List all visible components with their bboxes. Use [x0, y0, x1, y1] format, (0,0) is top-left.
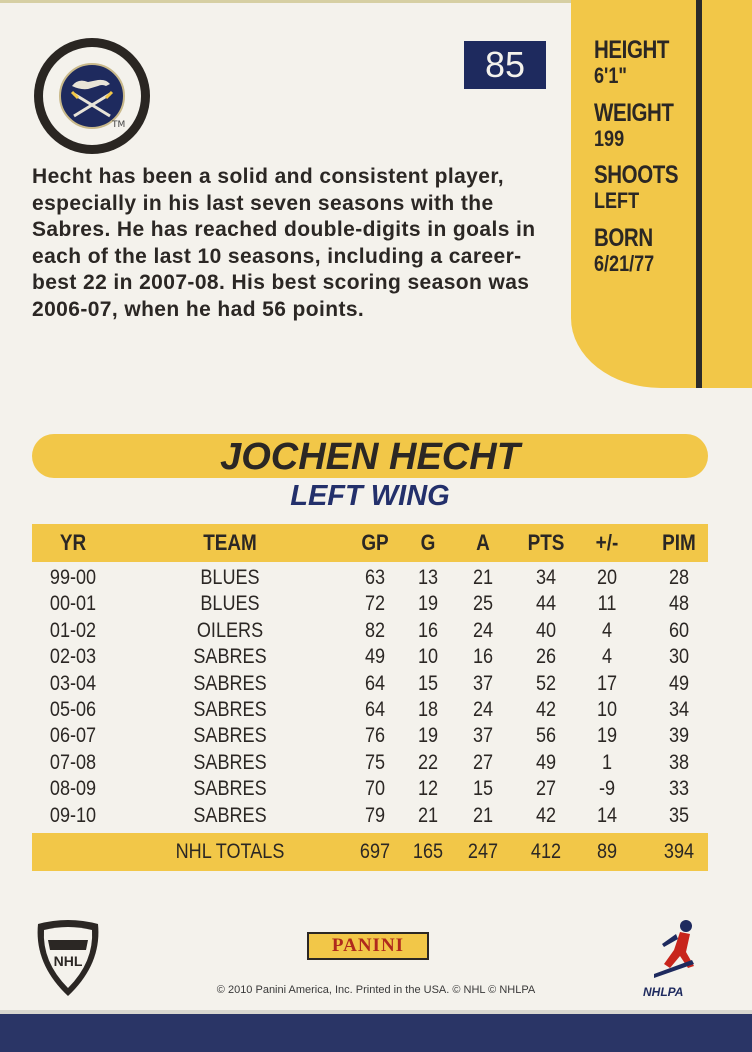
stats-cell: 42 — [535, 803, 557, 827]
stats-cell: 60 — [668, 618, 690, 642]
stats-totals-label: NHL TOTALS — [175, 840, 285, 863]
player-name: JOCHEN HECHT — [220, 436, 520, 478]
stats-cell: 19 — [596, 724, 618, 748]
stats-column-header: YR — [59, 530, 87, 555]
stats-cell: 35 — [668, 803, 690, 827]
nhlpa-player-icon — [640, 918, 710, 986]
stats-cell: 19 — [417, 592, 439, 616]
stats-cell: 44 — [535, 592, 557, 616]
stats-cell: 01-02 — [49, 618, 97, 642]
stats-cell: 05-06 — [49, 698, 97, 721]
stats-cell: 16 — [417, 618, 439, 642]
stats-cell: 02-03 — [49, 645, 97, 669]
stats-cell: 1 — [601, 750, 613, 774]
stats-cell: SABRES — [193, 803, 267, 827]
stats-cell: 20 — [596, 566, 618, 589]
stats-cell: 09-10 — [49, 803, 97, 827]
stats-cell: 40 — [535, 618, 557, 642]
stats-cell: 19 — [417, 724, 439, 748]
stats-cell: 10 — [596, 698, 618, 721]
stats-totals-cell: 412 — [530, 840, 562, 863]
stats-cell: 14 — [596, 803, 618, 827]
stats-cell: 17 — [596, 671, 618, 695]
stats-cell: 99-00 — [49, 566, 97, 589]
stats-cell: BLUES — [200, 566, 260, 589]
stats-cell: 22 — [417, 750, 439, 774]
vital-label: WEIGHT — [594, 99, 674, 127]
vital-label: HEIGHT — [594, 36, 669, 64]
stats-cell: 82 — [364, 618, 386, 642]
stats-cell: 37 — [472, 724, 494, 748]
stats-cell: 07-08 — [49, 750, 97, 774]
stats-cell: 21 — [417, 803, 439, 827]
nhlpa-label: NHLPA — [643, 985, 684, 999]
stats-cell: 64 — [364, 671, 386, 695]
stats-column-header: A — [476, 530, 490, 555]
stats-cell: 00-01 — [49, 592, 97, 616]
bottom-border — [0, 1014, 752, 1052]
stats-cell: 37 — [472, 671, 494, 695]
stats-totals-cell: 165 — [412, 840, 444, 863]
stats-cell: 72 — [364, 592, 386, 616]
stats-cell: 08-09 — [49, 777, 97, 801]
stats-cell: 12 — [417, 777, 439, 801]
stats-cell: 63 — [364, 566, 386, 589]
stats-cell: 25 — [472, 592, 494, 616]
stats-cell: 27 — [535, 777, 557, 801]
stats-cell: 4 — [601, 645, 613, 669]
stats-cell: SABRES — [193, 671, 267, 695]
vital-height — [594, 38, 669, 87]
stats-cell: 49 — [668, 671, 690, 695]
stats-cell: SABRES — [193, 645, 267, 669]
stats-cell: 21 — [472, 566, 494, 589]
stats-totals-cell: 697 — [359, 840, 391, 863]
svg-text:NHL: NHL — [53, 953, 83, 969]
stats-cell: 24 — [472, 618, 494, 642]
stats-totals-cell: 247 — [467, 840, 499, 863]
stats-cell: 42 — [535, 698, 557, 721]
stats-cell: SABRES — [193, 750, 267, 774]
stats-column-header: G — [420, 530, 436, 555]
vital-label: SHOOTS — [594, 161, 679, 189]
trademark-mark: TM — [112, 120, 126, 130]
stats-column-header: PTS — [527, 530, 565, 555]
stats-cell: OILERS — [196, 618, 264, 642]
stats-column-header: +/- — [595, 530, 619, 555]
stats-cell: 79 — [364, 803, 386, 827]
vital-value: 199 — [594, 126, 625, 151]
stats-column-header: PIM — [662, 530, 696, 555]
stats-cell: 48 — [668, 592, 690, 616]
stats-cell: 06-07 — [49, 724, 97, 748]
stats-cell: 24 — [472, 698, 494, 721]
stats-cell: 21 — [472, 803, 494, 827]
stats-column-header: TEAM — [203, 530, 257, 555]
stats-cell: SABRES — [193, 698, 267, 721]
stats-cell: 30 — [668, 645, 690, 669]
stats-cell: 15 — [472, 777, 494, 801]
copyright-line: © 2010 Panini America, Inc. Printed in the USA. © NHL © NHLPA — [216, 984, 536, 996]
stats-cell: 16 — [472, 645, 494, 669]
stats-cell: 28 — [668, 566, 690, 589]
stats-cell: 49 — [364, 645, 386, 669]
stats-cell: 39 — [668, 724, 690, 748]
stats-cell: 70 — [364, 777, 386, 801]
stats-column-header: GP — [361, 530, 389, 555]
stats-cell: 49 — [535, 750, 557, 774]
stats-cell: 15 — [417, 671, 439, 695]
vital-born — [594, 226, 654, 275]
stats-cell: 38 — [668, 750, 690, 774]
stats-cell: 26 — [535, 645, 557, 669]
player-bio: Hecht has been a solid and consistent player, especially in his last seven seasons with the Sabres. He has reached double-digits in goals in each of the last 10 seasons, including a career-best 22 in 2007-08. His best scoring season was 2006-07, when he had 56 points. — [32, 165, 536, 321]
stats-cell: BLUES — [200, 592, 260, 616]
card-number: 85 — [464, 41, 546, 89]
vital-shoots — [594, 163, 678, 212]
stats-cell: 11 — [597, 592, 617, 616]
vital-value: LEFT — [594, 188, 640, 213]
vitals-edge — [702, 0, 752, 388]
stats-cell: 52 — [535, 671, 557, 695]
stats-cell: 76 — [364, 724, 386, 748]
stats-totals-cell: 89 — [596, 840, 618, 863]
stats-cell: 64 — [364, 698, 386, 721]
vital-value: 6'1" — [594, 63, 627, 88]
vital-weight — [594, 101, 674, 150]
stats-cell: 75 — [364, 750, 386, 774]
stats-cell: SABRES — [193, 777, 267, 801]
stats-cell: 34 — [668, 698, 690, 721]
stats-cell: SABRES — [193, 724, 267, 748]
stats-cell: -9 — [598, 777, 616, 801]
stats-cell: 10 — [417, 645, 439, 669]
stats-totals-cell: 394 — [663, 840, 695, 863]
stats-cell: 18 — [417, 698, 439, 721]
stats-cell: 13 — [417, 566, 439, 589]
stats-cell: 34 — [535, 566, 557, 589]
stats-cell: 27 — [472, 750, 494, 774]
player-position: LEFT WING — [290, 480, 450, 512]
stats-cell: 4 — [601, 618, 613, 642]
stats-cell: 03-04 — [49, 671, 97, 695]
stats-cell: 33 — [668, 777, 690, 801]
panini-logo: PANINI — [307, 932, 429, 960]
vital-value: 6/21/77 — [594, 251, 655, 276]
vital-label: BORN — [594, 224, 653, 252]
stats-cell: 56 — [535, 724, 557, 748]
